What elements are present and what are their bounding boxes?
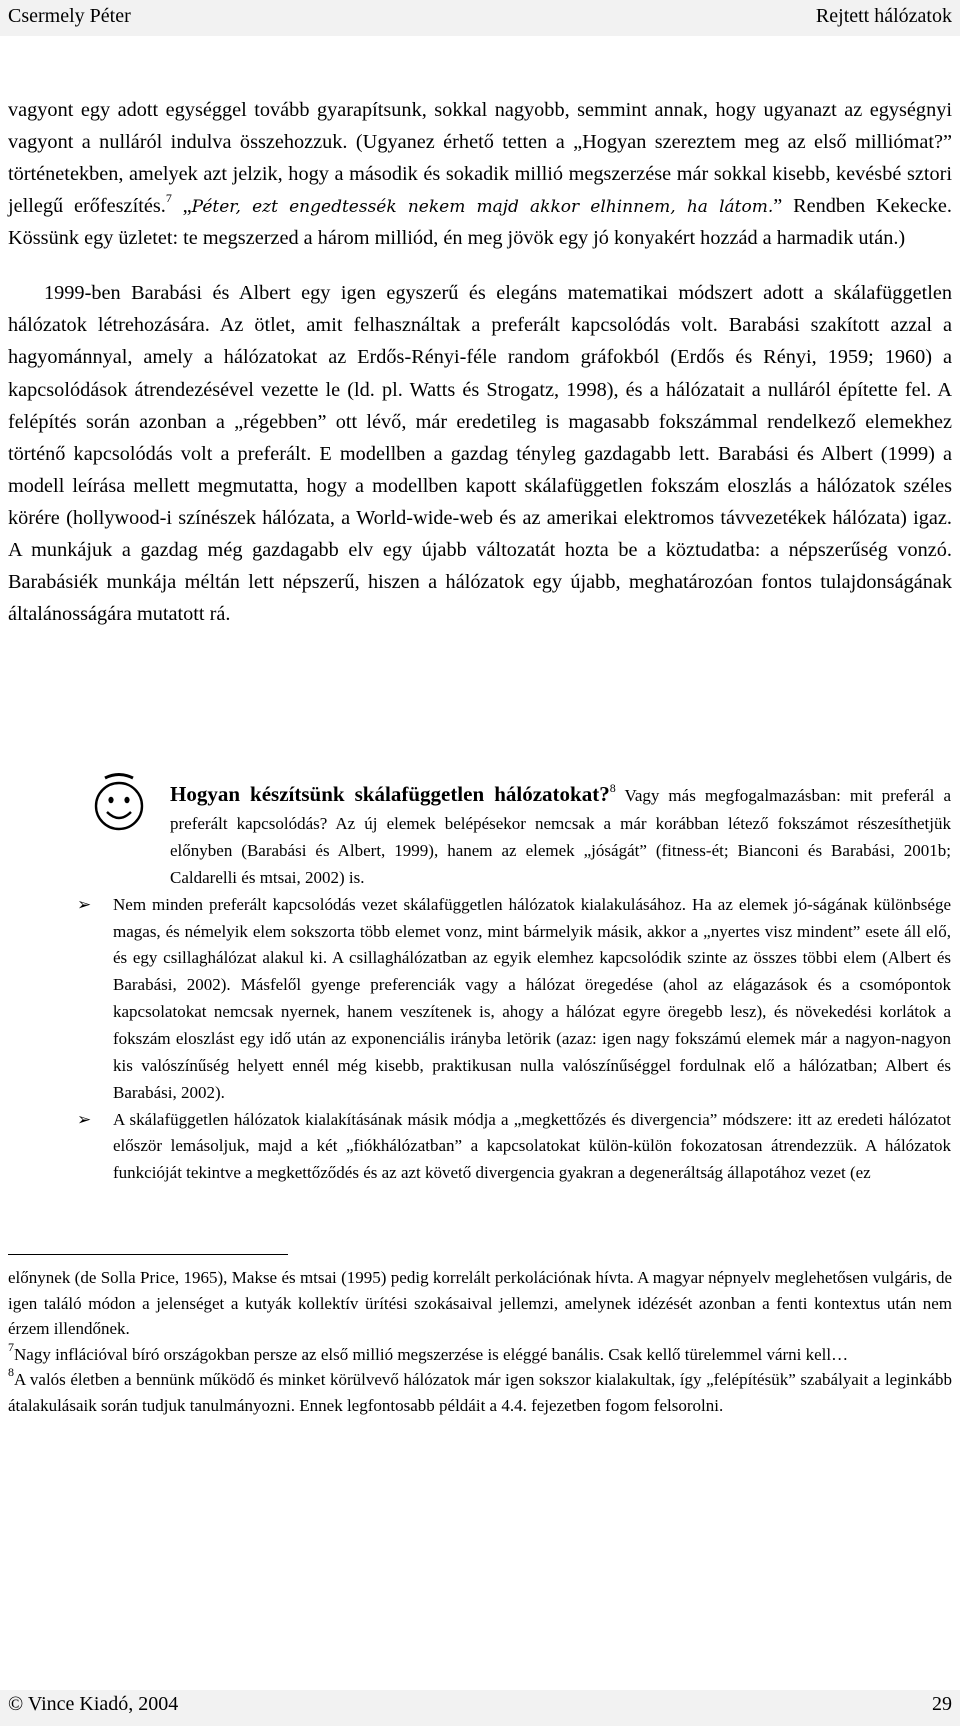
box-intro-text: Vagy más megfogalmazásban: mit preferál a preferált kapcsolódás? Az új elemek belépésekor nemcsak a már korábban létező fokszámot részesíthetjük előnyben (Barabási és Albert, 1999), hanem az elemek „jóságát” (fitness-ét; Bianconi és Barabási, 2001b; Caldarelli és mtsai, 2002) is. [170, 786, 951, 887]
footnote-7 [8, 1339, 952, 1368]
main-text [8, 94, 952, 630]
page-number: 29 [932, 1693, 952, 1715]
footer-publisher: © Vince Kiadó, 2004 [8, 1693, 179, 1715]
info-box [77, 778, 951, 1187]
footnote-7-mark: 7 [8, 1339, 14, 1354]
paragraph-2: 1999-ben Barabási és Albert egy igen egyszerű és elegáns matematikai módszert adott a skálafüggetlen hálózatok létrehozására. Az ötlet, amit felhasználtak a preferált kapcsolódás volt. Barabási szakított azzal a hagyománnyal, amely a hálózatokat az Erdős-Rényi-féle random gráfokból (Erdős és Rényi, 1959; 1960) a kapcsolódások átrendezésével vezette le (ld. pl. Watts és Strogatz, 1998), és a hálózatait a nulláról építette fel. A felépítés során azonban a „régebben” ott lévő, már eredetileg is magasabb fokszámmal rendelkező elemekhez történő kapcsolódás volt a preferált. E modellben a gazdag tényleg gazdagabb lett. Barabási és Albert (1999) a modell leírása mellett megmutatta, hogy a modellben kapott skálafüggetlen fokszám eloszlás a hálózatok széles körére (hollywood-i színészek hálózata, a World-wide-web és az amerikai elektromos távvezetékek hálózata) igaz. A munkájuk a gazdag még gazdagabb elv egy újabb változatát hozta be a köztudatba: a népszerűség vonzó. Barabásiék munkája méltán lett népszerű, hiszen a hálózatok egy újabb, meghatározóan fontos tulajdonságának általánosságára mutatott rá. [8, 282, 952, 625]
list-item-text: A skálafüggetlen hálózatok kialakításának másik módja a „megkettőzés és divergencia” módszere: itt az eredeti hálózatot először lemásoljuk, majd a két „fiókhálózatban” a kapcsolatokat külön-külön fokozatosan átrendezzük. A hálózatok funkcióját tekintve a megkettőződés és az azt követő divergencia gyakran a degeneráltság állapotához vezet (ez [113, 1109, 951, 1183]
footnote-divider [8, 1254, 288, 1255]
paragraph-1 [8, 94, 952, 254]
footnote-ref-8[interactable]: 8 [609, 781, 616, 796]
footnote-8 [8, 1367, 952, 1418]
paragraph-1-text-end: ” Rendben Kekecke. Kössünk egy üzletet: te megszerzed a három milliód, én meg jövök egy jó konyakért hozzád a harmadik után.) [8, 195, 953, 250]
arrow-bullet-icon: ➢ [77, 1109, 92, 1129]
bullet-list [77, 892, 951, 1187]
header-title: Rejtett hálózatok [815, 5, 952, 27]
header-author: Csermely Péter [8, 5, 131, 27]
list-item-text: Nem minden preferált kapcsolódás vezet skálafüggetlen hálózatok kialakulásához. Ha az elemek jó-ságának különbsége magas, és némelyik elem sokszorta több elemet vonz, mint bármelyik másik, akkor a „nyertes visz mindent” esete áll elő, és egy csillaghálózat alakul ki. A csillaghálózatban az egyik elemhez kapcsolódik szinte az összes többi elem (Albert és Barabási, 2002). Másfelől gyenge preferenciák vagy a hálózat öregedése (ahol az elágazások és a csomópontok kapcsolatokat nemcsak nyernek, hanem veszítenek is, ahogy a hálózat egyre öregebb lesz), és növekedési korlátok a fokszám eloszlást egy idő után az exponenciális irányba letörik (azaz: igen nagy fokszámú elemek már a nagyon-nagyon kis valószínűség helyett ennél még kisebb, praktikusan nulla valószínűséggel fordulnak elő a hálózatban; Albert és Barabási, 2002). [113, 894, 951, 1102]
list-item [77, 1107, 951, 1188]
box-title: Hogyan készítsünk skálafüggetlen hálózatokat? [170, 782, 610, 806]
box-intro [77, 778, 951, 892]
footnote-continuation: előnynek (de Solla Price, 1965), Makse és mtsai (1995) pedig korrelált perkolációnak hívta. A magyar népnyelv meglehetősen vulgáris, de igen találó módon a jelenséget a kutyák kollektív ürítési szokásaival jellemzi, amelynek idézését azonban a fenti kontextus után nem érzem illendőnek. [8, 1268, 952, 1338]
footnotes [8, 1265, 952, 1418]
footnote-8-mark: 8 [8, 1365, 14, 1380]
list-item [77, 892, 951, 1107]
page-header [0, 0, 960, 36]
paragraph-1-text: vagyont egy adott egységgel tovább gyarapítsunk, sokkal nagyobb, semmint annak, hogy ugyanazt az egységnyi vagyont a nulláról indulva összehozzuk. (Ugyanez érhető tetten a „Hogyan szereztem meg az első milliómat?” történetekben, amelyek azt jelzik, hogy a második és sokadik millió megszerzése már sokkal kisebb, kevésbé sztori jellegű erőfeszítés. [8, 99, 952, 218]
handwritten-quote: Péter, ezt engedtessék nekem majd akkor elhinnem, ha látom. [191, 197, 774, 218]
footnote-7-text: Nagy inflációval bíró országokban persze az első millió megszerzése is eléggé banális. Csak kellő türelemmel várni kell… [14, 1344, 849, 1364]
page-footer [0, 1690, 960, 1726]
open-quote: „ [171, 195, 192, 218]
footnote-8-text: A valós életben a bennünk működő és minket körülvevő hálózatok már igen sokszor kialakultak, így „felépítésük” szabályait a leginkább átalakulásaik során tudjuk tanulmányozni. Ennek legfontosabb példáit a 4.4. fejezetben fogom felsorolni. [8, 1370, 952, 1415]
footnote-ref-7[interactable]: 7 [165, 191, 172, 206]
arrow-bullet-icon: ➢ [77, 894, 92, 914]
